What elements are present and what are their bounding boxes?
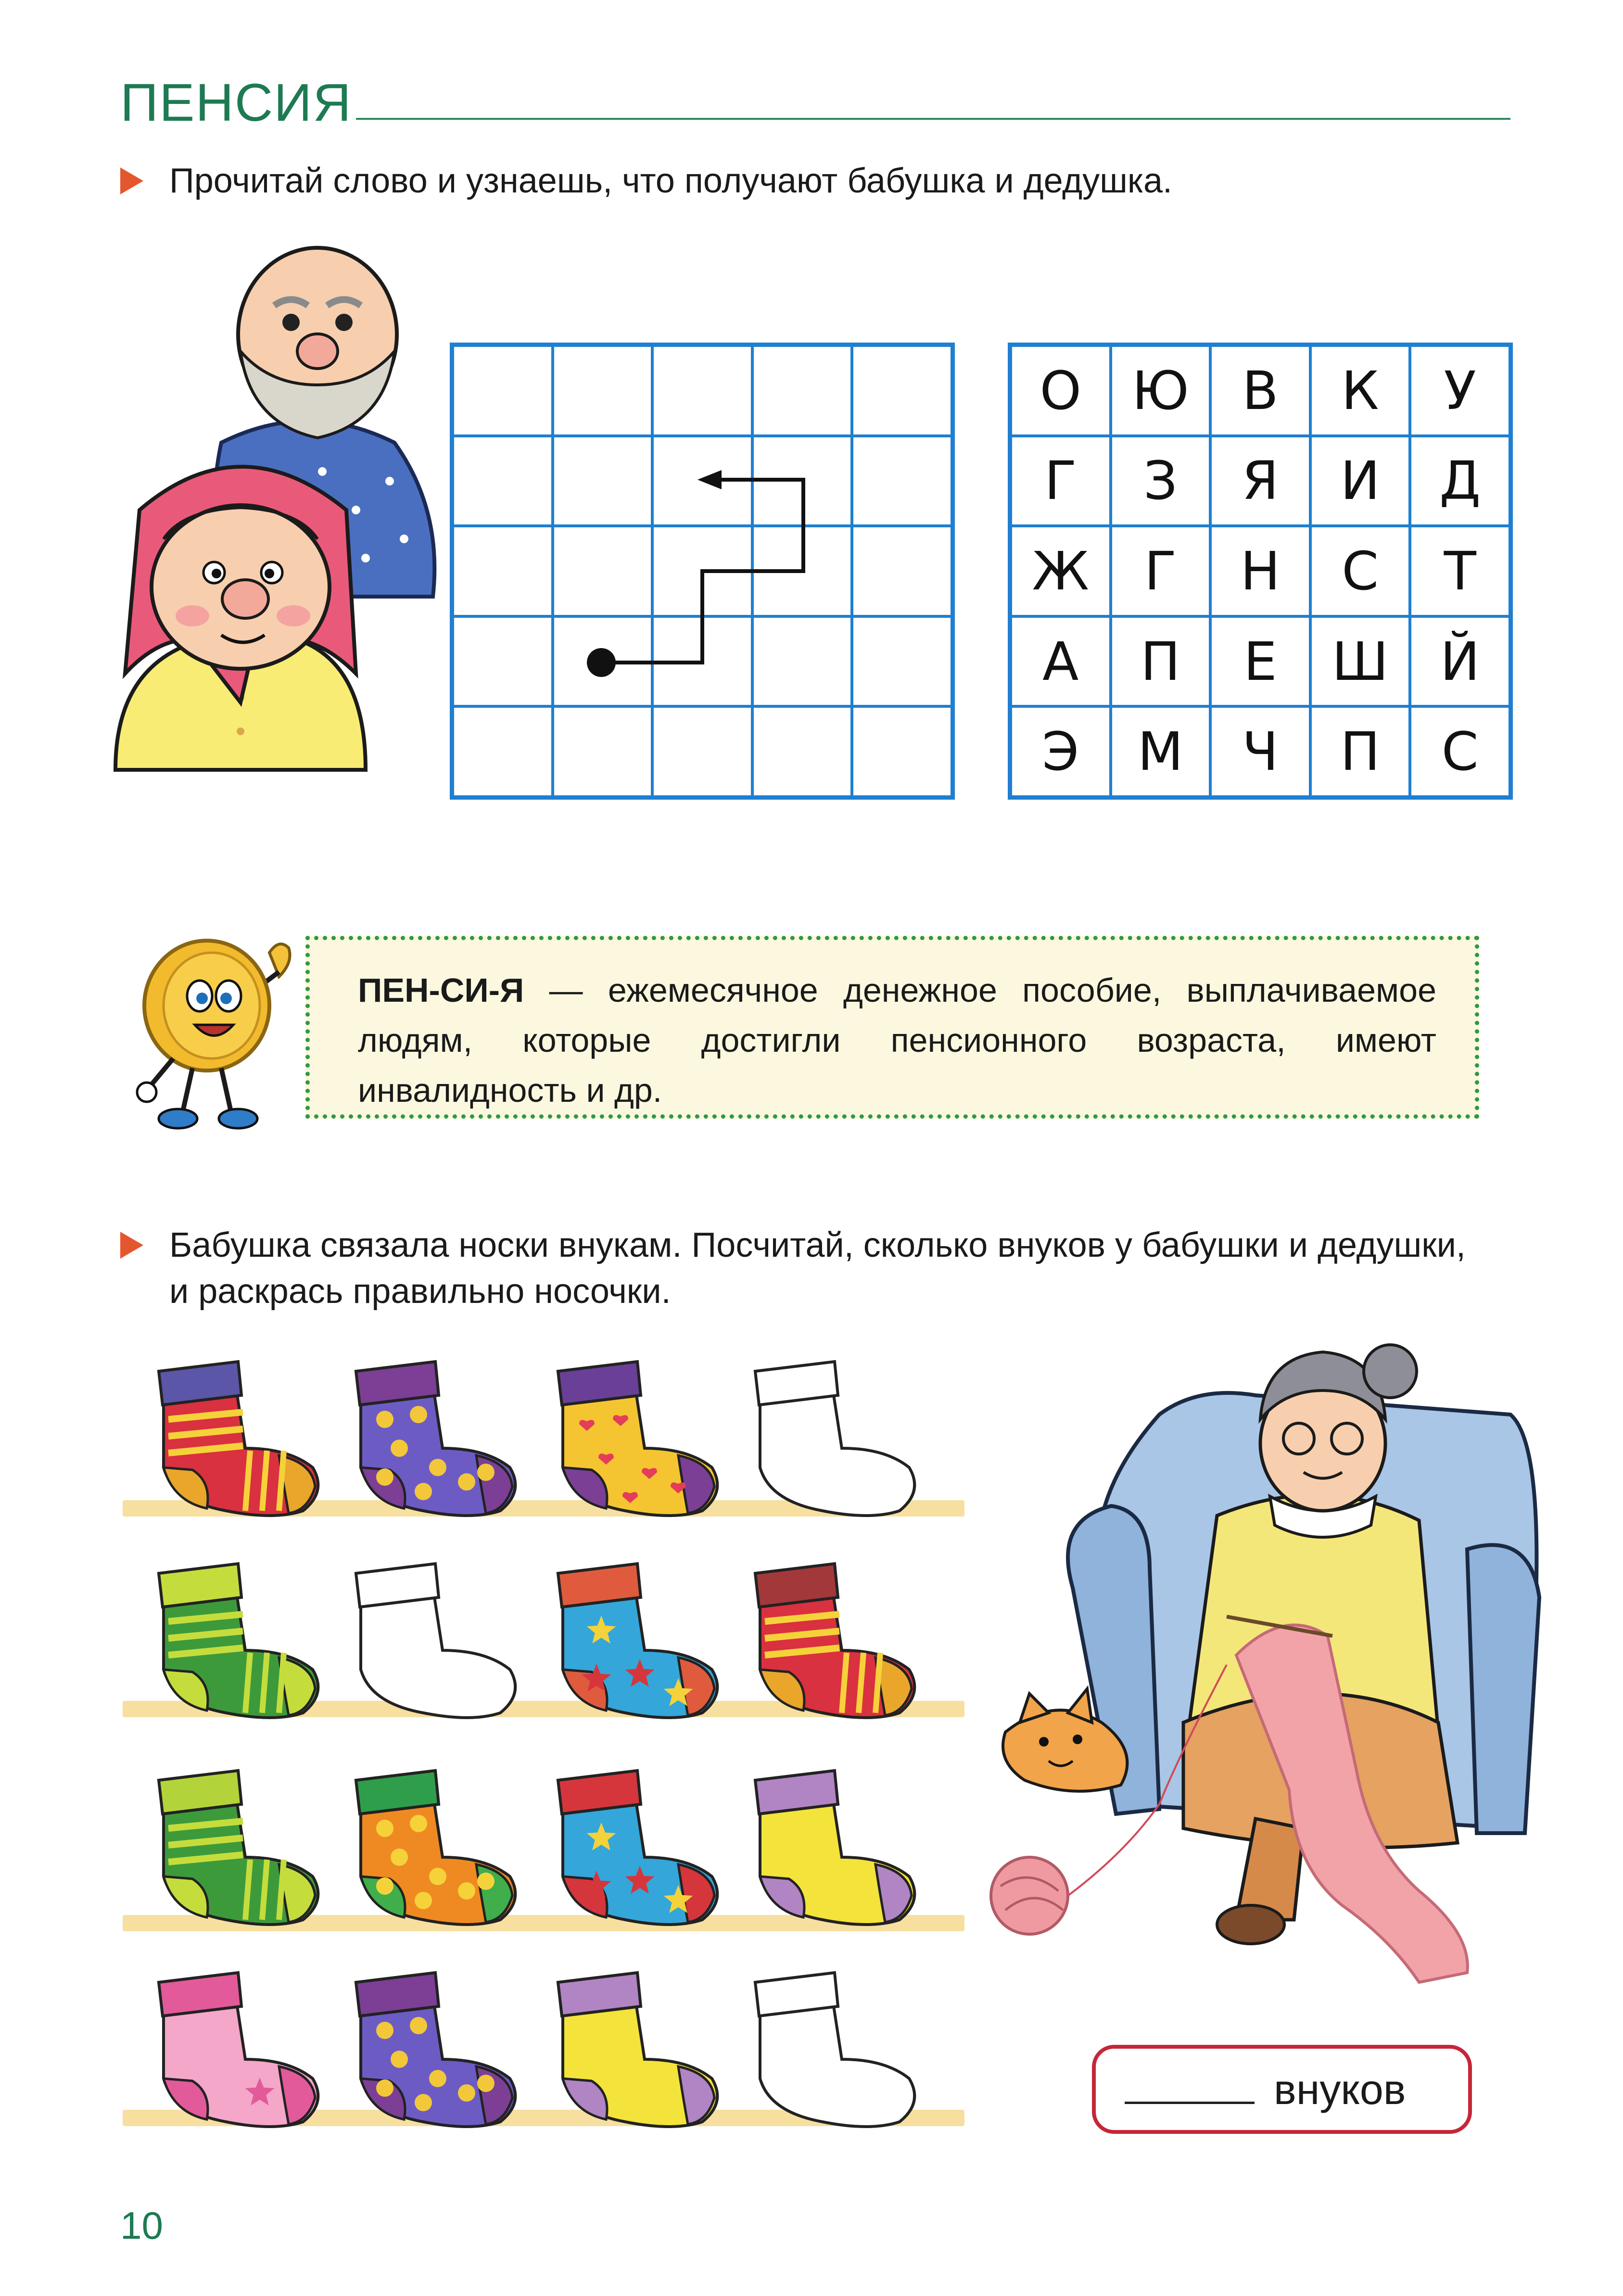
letter-cell[interactable]: У xyxy=(1410,345,1510,436)
letter-cell[interactable]: Ю xyxy=(1111,345,1211,436)
shelf xyxy=(123,1915,964,1931)
title-rule xyxy=(356,118,1510,120)
letter-cell[interactable]: Е xyxy=(1210,616,1310,707)
bullet-arrow-icon xyxy=(120,1232,143,1259)
letter-cell[interactable]: Г xyxy=(1011,436,1111,526)
letter-cell[interactable]: З xyxy=(1111,436,1211,526)
page-title: ПЕНСИЯ xyxy=(120,73,352,132)
sock-stripes-icon xyxy=(130,1761,332,1934)
letter-cell[interactable]: Г xyxy=(1111,526,1211,616)
answer-box xyxy=(1092,2045,1472,2134)
letter-cell[interactable]: Т xyxy=(1410,526,1510,616)
letter-cell[interactable]: С xyxy=(1310,526,1410,616)
answer-blank-line[interactable] xyxy=(1125,2102,1255,2104)
letter-cell[interactable]: Н xyxy=(1210,526,1310,616)
letter-cell[interactable]: Э xyxy=(1011,706,1111,797)
shelf xyxy=(123,2110,964,2126)
sock-plain-icon xyxy=(726,1761,928,1934)
sock-uncolored-icon[interactable] xyxy=(726,1352,928,1525)
letter-cell[interactable]: Ч xyxy=(1210,706,1310,797)
page-number: 10 xyxy=(120,2204,163,2247)
letter-cell[interactable]: О xyxy=(1011,345,1111,436)
letter-cell[interactable]: П xyxy=(1310,706,1410,797)
letter-cell[interactable]: А xyxy=(1011,616,1111,707)
start-dot-icon xyxy=(587,648,616,677)
arrow-head-icon xyxy=(697,470,722,489)
letter-cell[interactable]: В xyxy=(1210,345,1310,436)
letter-cell[interactable]: М xyxy=(1111,706,1211,797)
letter-cell[interactable]: Ш xyxy=(1310,616,1410,707)
definition-text xyxy=(358,965,1436,1115)
definition-box xyxy=(305,936,1479,1119)
letter-cell[interactable]: И xyxy=(1310,436,1410,526)
sock-dots-icon xyxy=(327,1761,529,1934)
letter-cell[interactable]: Д xyxy=(1410,436,1510,526)
sock-hearts-icon xyxy=(529,1352,731,1525)
answer-word: внуков xyxy=(1274,2065,1406,2113)
shelf xyxy=(123,1701,964,1717)
letter-cell[interactable]: С xyxy=(1410,706,1510,797)
shelf xyxy=(123,1500,964,1517)
letter-cell[interactable]: К xyxy=(1310,345,1410,436)
knitting-grandma-illustration xyxy=(957,1299,1563,2002)
definition-term: ПЕН-СИ-Я xyxy=(358,971,524,1009)
task2-instruction: Бабушка связала носки внукам. Посчитай, сколько внуков у бабушки и дедушки, и раскрась правильно носочки. xyxy=(169,1226,1466,1311)
definition-body: — ежемесячное денежное пособие, выплачиваемое людям, которые достигли пенсионного возраста, имеют инвалидность и др. xyxy=(358,971,1436,1109)
letter-cell[interactable]: Ж xyxy=(1011,526,1111,616)
letter-cell[interactable]: Й xyxy=(1410,616,1510,707)
grandparents-illustration xyxy=(96,241,452,832)
letter-cell[interactable]: П xyxy=(1111,616,1211,707)
letter-grid xyxy=(1008,343,1513,800)
sock-stripes-icon xyxy=(130,1352,332,1525)
bullet-arrow-icon xyxy=(120,167,143,194)
path-grid xyxy=(450,343,955,800)
task1-instruction: Прочитай слово и узнаешь, что получают бабушка и дедушка. xyxy=(169,162,1173,200)
sock-stars-icon xyxy=(529,1761,731,1934)
path-line xyxy=(450,343,955,800)
sock-dots-icon xyxy=(327,1352,529,1525)
letter-cell[interactable]: Я xyxy=(1210,436,1310,526)
coin-mascot-illustration xyxy=(115,933,308,1135)
